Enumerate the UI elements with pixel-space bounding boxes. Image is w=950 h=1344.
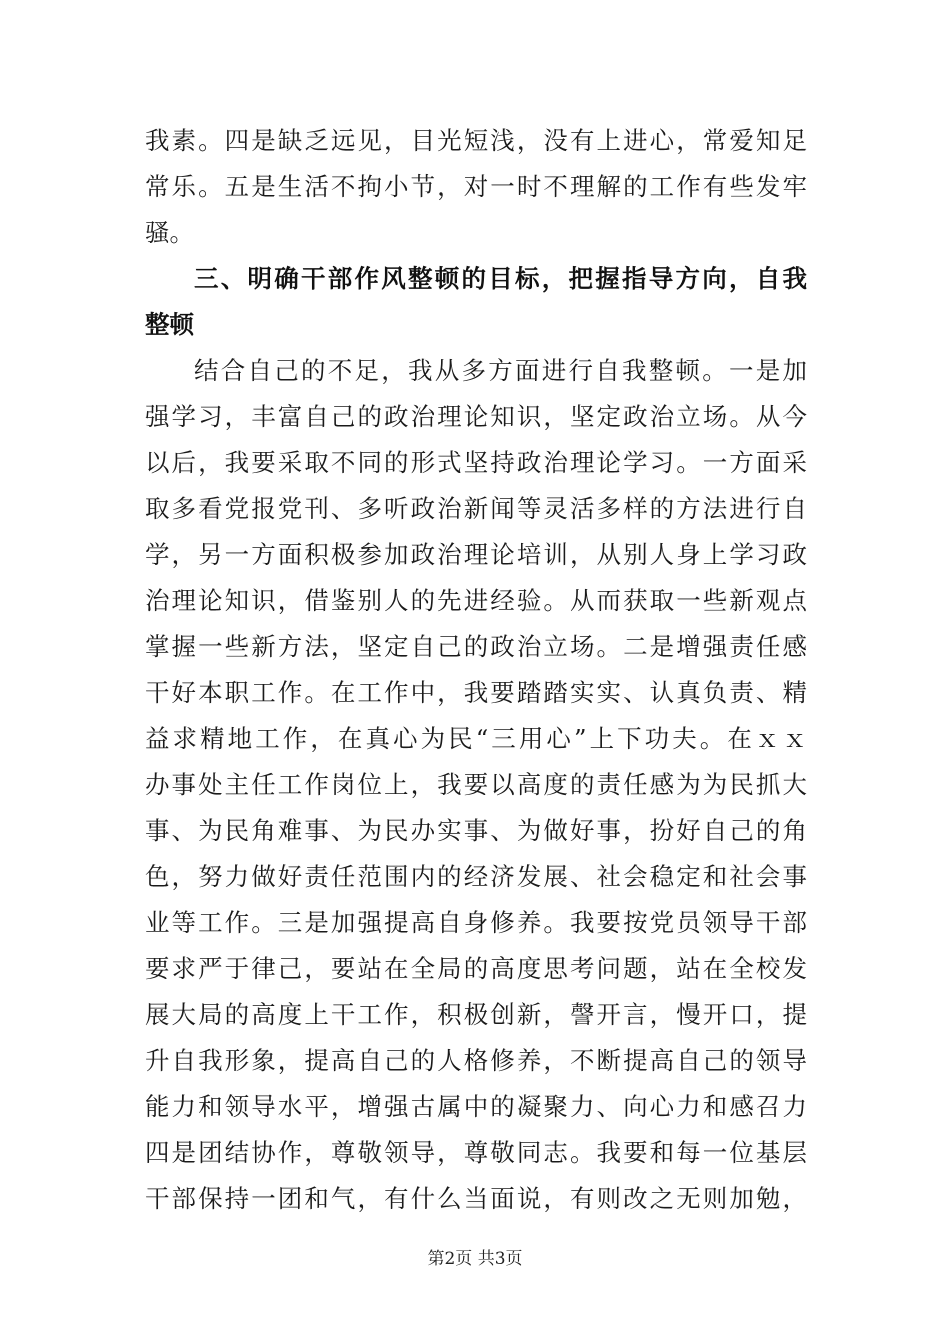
body-line: 能力和领导水平，增强古属中的凝聚力、向心力和感召力 (145, 1092, 807, 1121)
body-line: 以后，我要采取不同的形式坚持政治理论学习。一方面采 (145, 448, 807, 477)
body-line: 色，努力做好责任范围内的经济发展、社会稳定和社会事 (145, 862, 807, 891)
paragraph-first-line: 结合自己的不足，我从多方面进行自我整顿。一是加 (194, 356, 807, 385)
body-line: 学，另一方面积极参加政治理论培训，从别人身上学习政 (145, 540, 807, 569)
section-heading-continued: 整顿 (145, 310, 194, 339)
body-line: 展大局的高度上干工作，积极创新，謦开言，慢开口，提 (145, 1000, 807, 1029)
body-line: 常乐。五是生活不拘小节，对一时不理解的工作有些发牢 (145, 172, 807, 201)
body-line: 四是团结协作，尊敬领导，尊敬同志。我要和每一位基层 (145, 1138, 807, 1167)
body-line: 干好本职工作。在工作中，我要踏踏实实、认真负责、精 (145, 678, 807, 707)
body-line: 要求严于律己，要站在全局的高度思考问题，站在全校发 (145, 954, 807, 983)
body-line: 升自我形象，提高自己的人格修养，不断提高自己的领导 (145, 1046, 807, 1075)
body-line: 治理论知识，借鉴别人的先进经验。从而获取一些新观点 (145, 586, 807, 615)
body-line: 业等工作。三是加强提高自身修养。我要按党员领导干部 (145, 908, 807, 937)
body-line: 强学习，丰富自己的政治理论知识，坚定政治立场。从今 (145, 402, 807, 431)
body-line: 骚。 (145, 218, 194, 247)
body-line: 益求精地工作，在真心为民“三用心”上下功夫。在ｘｘ (145, 724, 807, 753)
body-line: 掌握一些新方法，坚定自己的政治立场。二是增强责任感 (145, 632, 807, 661)
body-line: 我素。四是缺乏远见，目光短浅，没有上进心，常爱知足 (145, 126, 807, 155)
page-number-footer: 第2页 共3页 (427, 1249, 523, 1269)
body-line: 取多看党报党刊、多听政治新闻等灵活多样的方法进行自 (145, 494, 807, 523)
body-line: 事、为民角难事、为民办实事、为做好事，扮好自己的角 (145, 816, 807, 845)
section-heading: 三、明确干部作风整顿的目标，把握指导方向，自我 (194, 264, 807, 293)
document-body (145, 118, 807, 1222)
body-line: 办事处主任工作岗位上，我要以高度的责任感为为民抓大 (145, 770, 807, 799)
body-line: 干部保持一团和气，有什么当面说，有则改之无则加勉， (145, 1184, 807, 1213)
